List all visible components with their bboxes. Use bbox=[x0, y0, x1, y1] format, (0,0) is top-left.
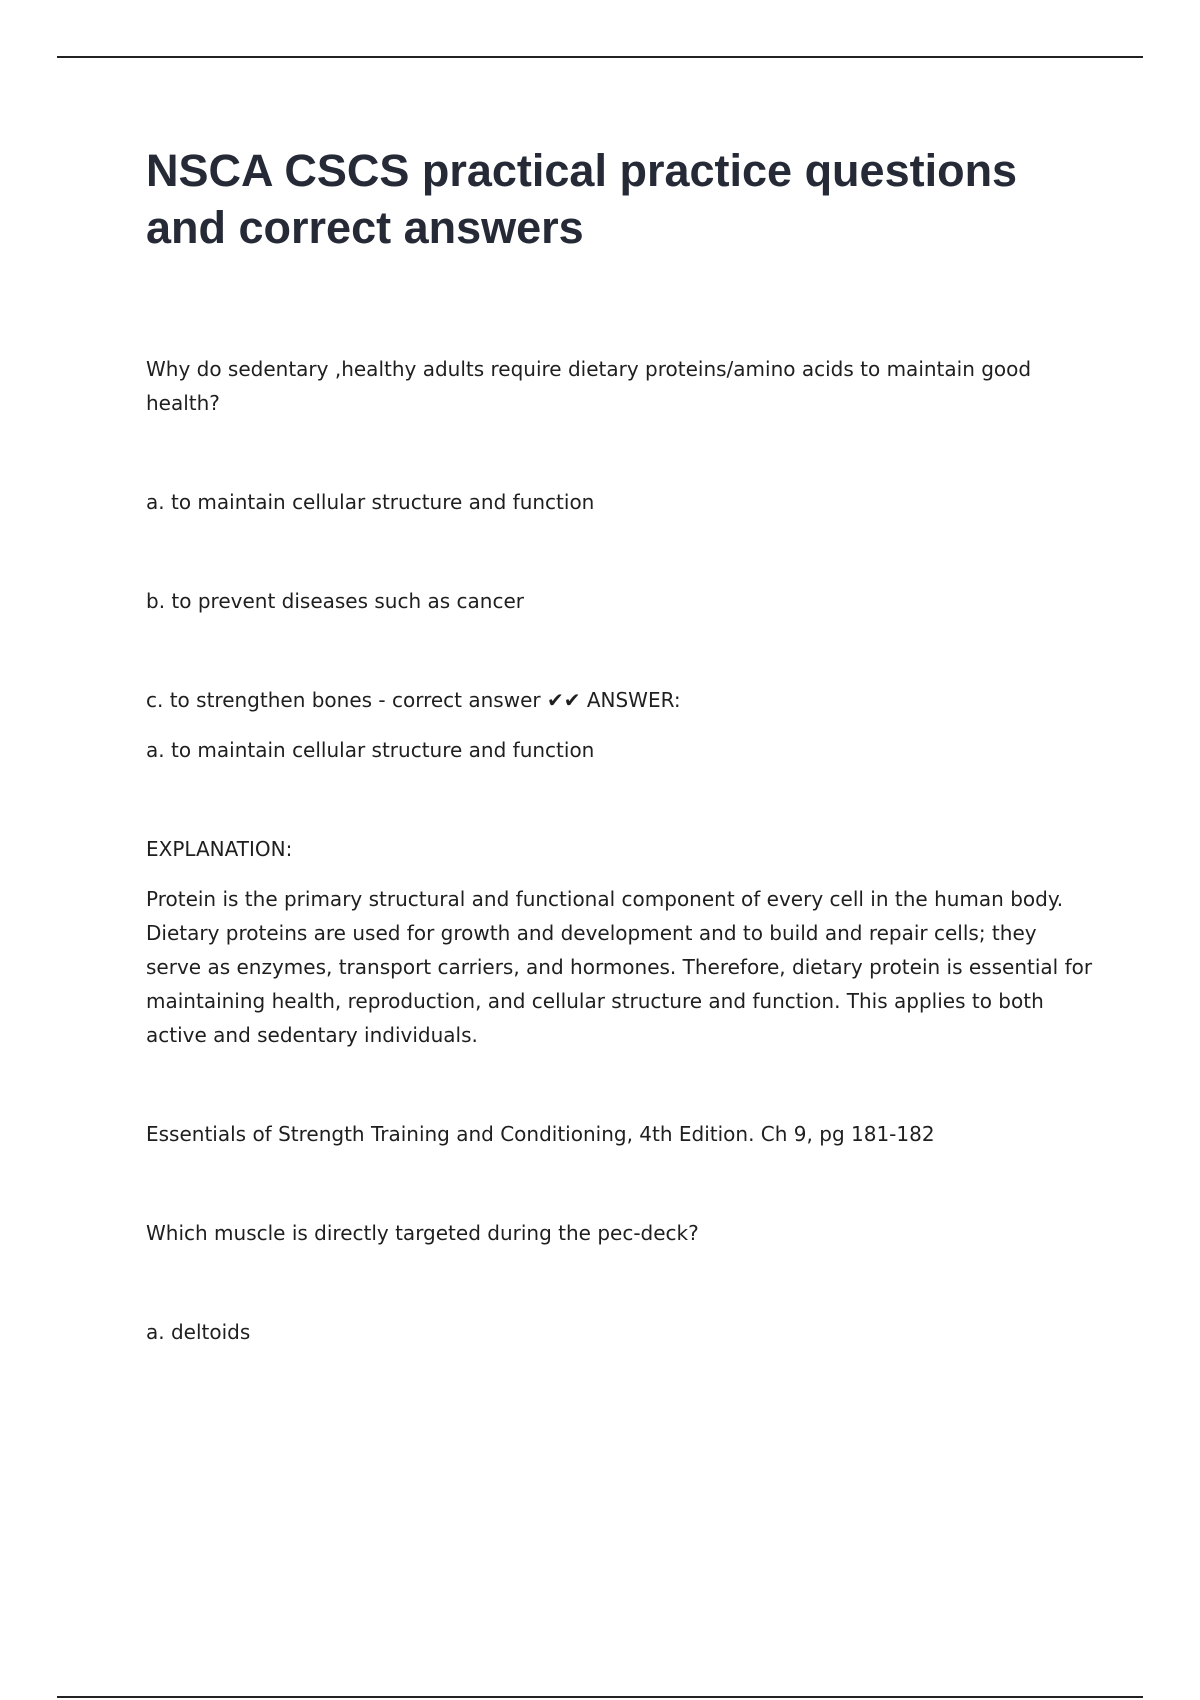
top-rule bbox=[57, 56, 1143, 58]
question-1-answer: a. to maintain cellular structure and function bbox=[146, 738, 595, 762]
explanation-label: EXPLANATION: bbox=[146, 837, 293, 861]
document-title: NSCA CSCS practical practice questions and correct answers bbox=[146, 145, 1018, 253]
document-page bbox=[146, 142, 1096, 1349]
question-2-option-a: a. deltoids bbox=[146, 1320, 251, 1344]
question-1-prompt: Why do sedentary ,healthy adults require dietary proteins/amino acids to maintain good health? bbox=[146, 357, 1032, 415]
explanation-text: Protein is the primary structural and functional component of every cell in the human body. Dietary proteins are used for growth and development and to build and repair cells; they serve as enzymes, transport carriers, and hormones. Therefore, dietary protein is essential for maintaining health, reproduction, and cellular structure and function. This applies to both active and sedentary individuals. bbox=[146, 887, 1093, 1047]
question-1-option-a: a. to maintain cellular structure and function bbox=[146, 490, 595, 514]
question-1-option-b: b. to prevent diseases such as cancer bbox=[146, 589, 524, 613]
bottom-rule bbox=[57, 1696, 1143, 1698]
question-1-option-c: c. to strengthen bones - correct answer ✔✔ ANSWER: bbox=[146, 688, 681, 712]
question-2-prompt: Which muscle is directly targeted during the pec-deck? bbox=[146, 1221, 699, 1245]
reference-citation: Essentials of Strength Training and Conditioning, 4th Edition. Ch 9, pg 181-182 bbox=[146, 1122, 935, 1146]
